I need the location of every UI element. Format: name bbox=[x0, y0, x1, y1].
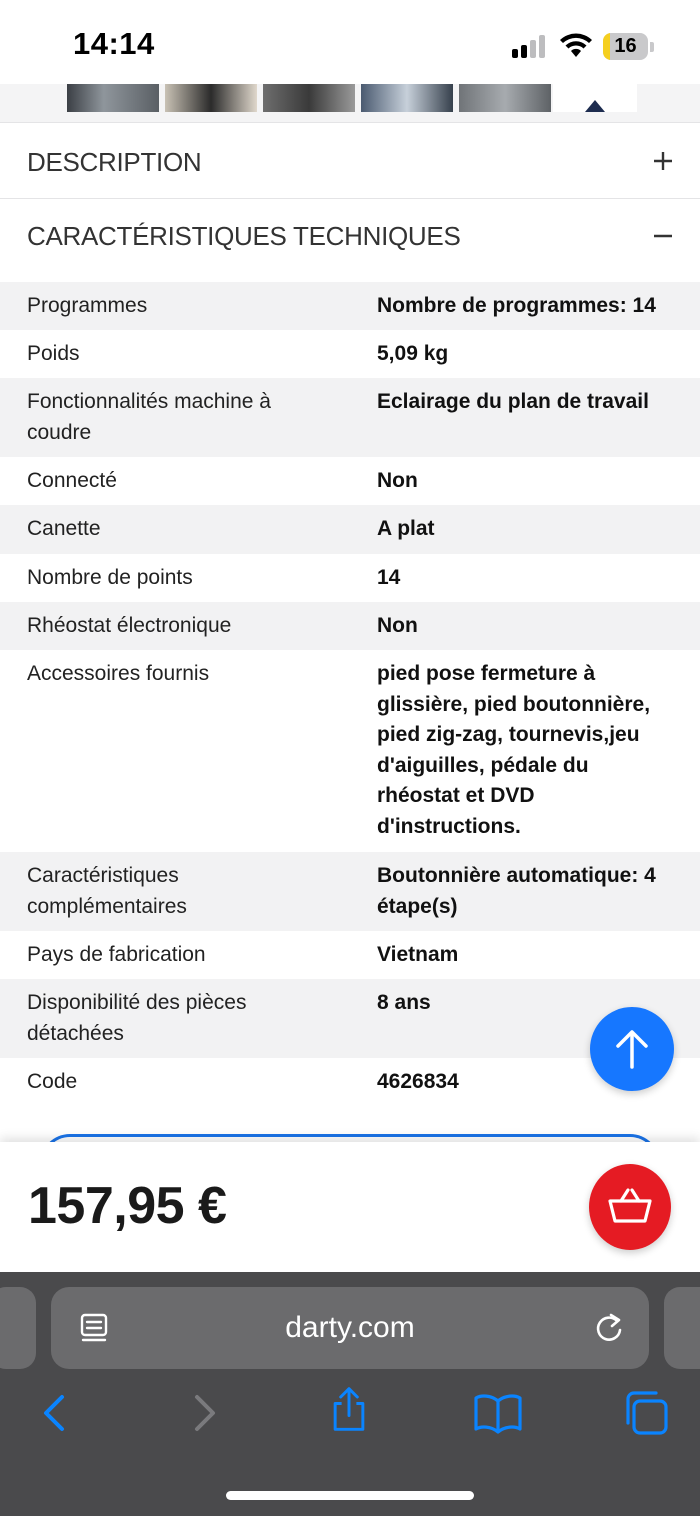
cellular-signal-icon bbox=[512, 34, 548, 58]
spec-label: Disponibilité des pièces détachées bbox=[27, 991, 247, 1045]
spec-label: Accessoires fournis bbox=[27, 662, 210, 685]
scroll-to-top-button[interactable] bbox=[590, 1007, 674, 1091]
spec-value: Nombre de programmes: 14 bbox=[377, 294, 656, 317]
basket-icon bbox=[607, 1186, 653, 1226]
spec-value: 5,09 kg bbox=[377, 342, 449, 365]
description-title: DESCRIPTION bbox=[27, 147, 202, 177]
spec-label: Programmes bbox=[27, 294, 148, 317]
spec-value: 8 ans bbox=[377, 991, 431, 1014]
add-to-cart-button[interactable] bbox=[589, 1164, 671, 1250]
description-section-header[interactable] bbox=[0, 122, 700, 198]
spec-label: Code bbox=[27, 1070, 78, 1093]
arrow-up-icon bbox=[612, 1027, 652, 1071]
address-bar[interactable] bbox=[51, 1287, 649, 1369]
status-time: 14:14 bbox=[73, 26, 155, 61]
spec-value: Non bbox=[377, 469, 418, 492]
chevron-right-icon[interactable] bbox=[182, 1389, 226, 1437]
spec-row bbox=[0, 282, 700, 330]
product-thumbnail[interactable] bbox=[263, 84, 355, 112]
specs-section-header[interactable] bbox=[0, 198, 700, 274]
thumbnail-more[interactable] bbox=[553, 84, 637, 112]
spec-label: Poids bbox=[27, 342, 80, 365]
spec-label: Nombre de points bbox=[27, 566, 193, 589]
home-indicator bbox=[226, 1491, 474, 1500]
product-thumbnail-strip[interactable] bbox=[0, 84, 700, 122]
spec-label: Pays de fabrication bbox=[27, 943, 206, 966]
battery-level: 16 bbox=[614, 35, 637, 57]
reader-mode-icon[interactable] bbox=[79, 1313, 111, 1345]
spec-value: 14 bbox=[377, 566, 401, 589]
product-thumbnail[interactable] bbox=[361, 84, 453, 112]
browser-toolbar bbox=[0, 1272, 700, 1516]
spec-row bbox=[0, 505, 700, 554]
spec-value: Vietnam bbox=[377, 943, 459, 966]
spec-row bbox=[0, 931, 700, 979]
collapse-minus-icon[interactable] bbox=[652, 225, 674, 247]
reload-icon[interactable] bbox=[593, 1312, 625, 1344]
spec-value: 4626834 bbox=[377, 1070, 459, 1093]
spec-value: Boutonnière automatique: 4 étape(s) bbox=[377, 864, 656, 918]
spec-value: pied pose fermeture à glissière, pied boutonnière, pied zig-zag, tournevis,jeu d'aiguilles, pédale du rhéostat et DVD d'instructions. bbox=[377, 662, 651, 838]
spec-value: Eclairage du plan de travail bbox=[377, 390, 649, 413]
wifi-icon bbox=[559, 32, 593, 58]
chevron-left-icon[interactable] bbox=[33, 1389, 77, 1437]
spec-label: Caractéristiques complémentaires bbox=[27, 864, 187, 918]
spec-label: Canette bbox=[27, 517, 101, 540]
chevron-up-icon bbox=[581, 98, 609, 112]
spec-row bbox=[0, 378, 700, 457]
url-text[interactable]: darty.com bbox=[285, 1311, 415, 1344]
status-bar bbox=[0, 0, 700, 84]
expand-plus-icon[interactable] bbox=[652, 150, 674, 172]
product-thumbnail[interactable] bbox=[459, 84, 551, 112]
spec-row bbox=[0, 650, 700, 852]
share-icon[interactable] bbox=[327, 1385, 371, 1433]
spec-row bbox=[0, 554, 700, 602]
spec-label: Rhéostat électronique bbox=[27, 614, 232, 637]
sticky-price-bar bbox=[0, 1142, 700, 1272]
spec-value: A plat bbox=[377, 517, 435, 540]
spec-row bbox=[0, 852, 700, 931]
product-thumbnail[interactable] bbox=[165, 84, 257, 112]
spec-value: Non bbox=[377, 614, 418, 637]
spec-label: Connecté bbox=[27, 469, 117, 492]
specs-title: CARACTÉRISTIQUES TECHNIQUES bbox=[27, 221, 461, 251]
tabs-icon[interactable] bbox=[622, 1389, 670, 1437]
spec-row bbox=[0, 457, 700, 505]
spec-row bbox=[0, 602, 700, 650]
battery-icon bbox=[603, 33, 653, 60]
spec-label: Fonctionnalités machine à coudre bbox=[27, 390, 271, 444]
product-price: 157,95 € bbox=[28, 1177, 227, 1235]
next-tab-preview[interactable] bbox=[664, 1287, 700, 1369]
book-icon[interactable] bbox=[473, 1389, 523, 1437]
product-thumbnail[interactable] bbox=[67, 84, 159, 112]
previous-tab-preview[interactable] bbox=[0, 1287, 36, 1369]
spec-row bbox=[0, 330, 700, 378]
